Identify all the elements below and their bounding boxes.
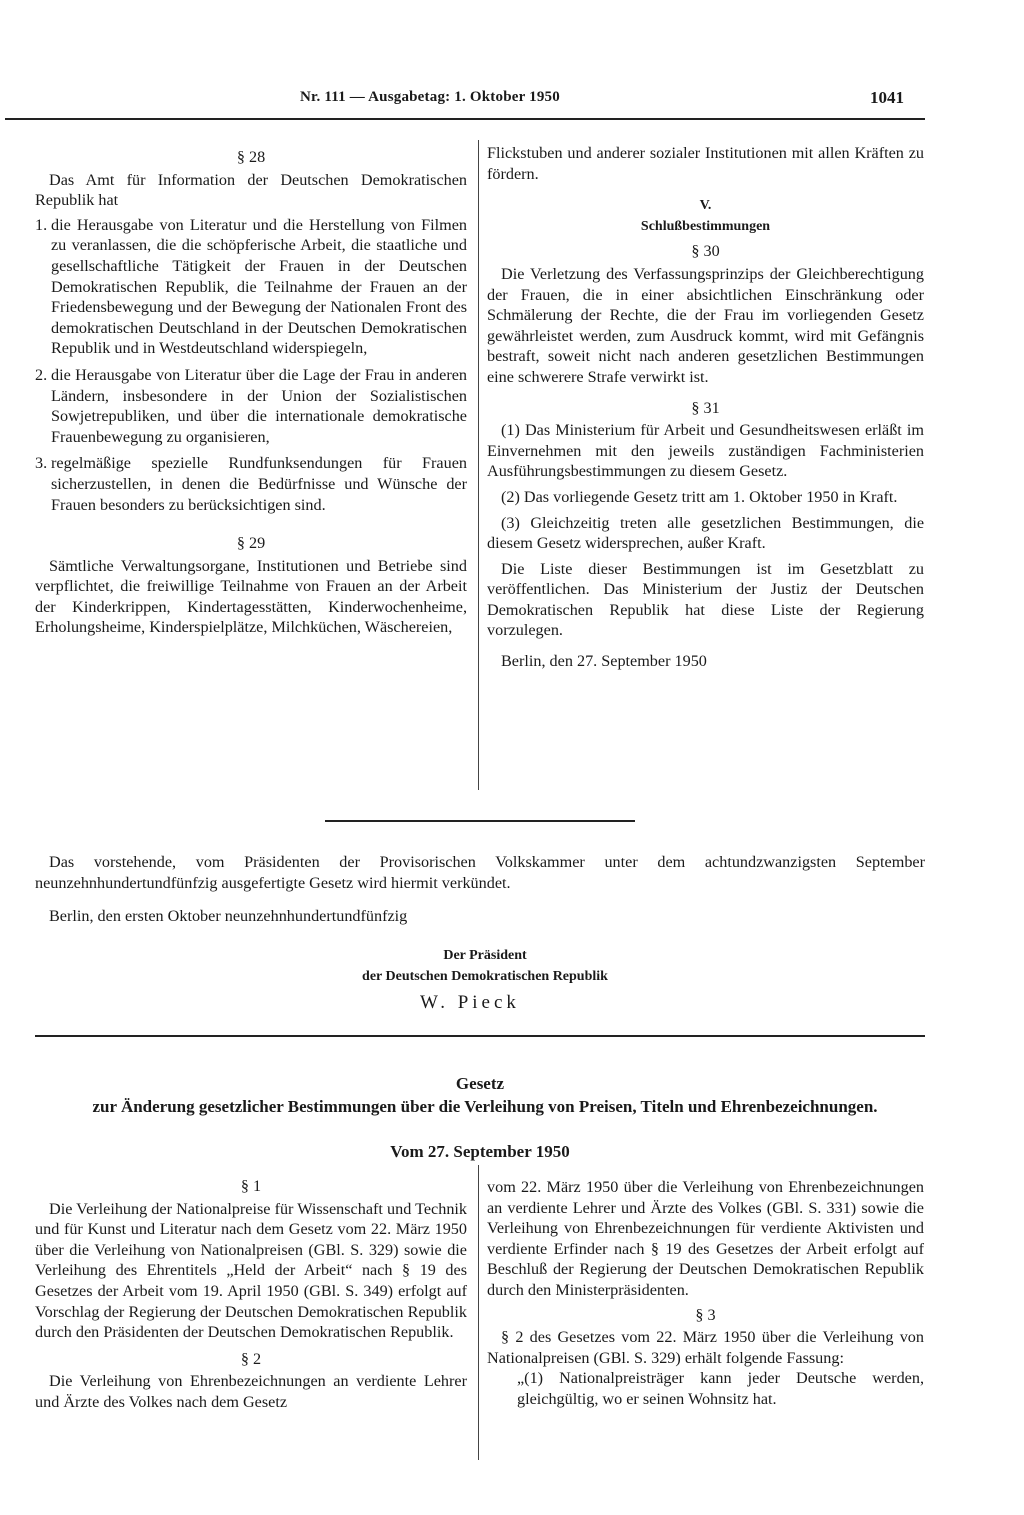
signature-name: W. Pieck xyxy=(420,992,520,1013)
law-subtitle: zur Änderung gesetzlicher Bestimmungen über die Verleihung von Preisen, Titeln und Ehrenbezeichnungen. xyxy=(92,1097,878,1116)
section-29-text: Sämtliche Verwaltungsorgane, Institutionen und Betriebe sind verpflichtet, die freiwillige Teilnahme von Frauen an der Arbeit der Kinderkrippen, Kindertagesstätten, Kinderwochenheime, Erholungsheime, Kinderspielplätze, Milchküchen, Wäschereien, xyxy=(35,556,467,637)
lower-right-column xyxy=(487,1177,924,1410)
section-3-text: § 2 des Gesetzes vom 22. März 1950 über die Verleihung von Nationalpreisen (GBl. S. 329) erhält folgende Fassung: xyxy=(487,1328,924,1367)
law-title: Gesetz xyxy=(455,1074,505,1093)
section-29-continuation: Flickstuben und anderer sozialer Institutionen mit allen Kräften zu fördern. xyxy=(487,144,924,183)
section-31-heading: § 31 xyxy=(691,398,720,417)
list-item-text: regelmäßige spezielle Rundfunksendungen für Frauen sicherzustellen, in denen die Bedürfnisse und Wünsche der Frauen besonders zu berücksichtigen sind. xyxy=(51,454,467,514)
promulgation-text: Das vorstehende, vom Präsidenten der Provisorischen Volkskammer unter dem achtundzwanzigsten September neunzehnhundertundfünfzig ausgefertigte Gesetz wird hiermit verkündet. xyxy=(35,853,925,892)
section-31-para-3: (3) Gleichzeitig treten alle gesetzlichen Bestimmungen, die diesem Gesetz widersprechen, außer Kraft. xyxy=(487,513,924,553)
left-column xyxy=(35,143,467,638)
page-number: 1041 xyxy=(870,88,904,107)
section-3-quote: „(1) Nationalpreisträger kann jeder Deutsche werden, gleichgültig, wo er seinen Wohnsitz hat. xyxy=(517,1369,924,1408)
column-divider xyxy=(478,140,479,790)
header-rule xyxy=(5,118,925,120)
section-31-para-4: Die Liste dieser Bestimmungen ist im Gesetzblatt zu veröffentlichen. Das Ministerium der Justiz der Deutschen Demokratischen Republik hat diese Liste der Regierung vorzulegen. xyxy=(487,559,924,640)
list-item xyxy=(35,453,467,515)
place-date: Berlin, den 27. September 1950 xyxy=(501,652,707,671)
signature-title-2: der Deutschen Demokratischen Republik xyxy=(362,969,608,984)
list-item xyxy=(35,365,467,447)
section-1-heading: § 1 xyxy=(240,1177,262,1195)
section-28-heading: § 28 xyxy=(236,148,266,166)
column-divider-lower xyxy=(478,1165,479,1460)
list-item-text: die Herausgabe von Literatur und die Herstellung von Filmen zu veranlassen, die die schöpferische Arbeit, die staatliche und gesellschaftliche Tätigkeit der Frauen in der Deutschen Demokratischen Republik, die Teilnahme der Frauen an der Friedensbewegung und der Bewegung der Nationalen Front des demokratischen Deutschland in der Deutschen Demokratischen Republik und in Westdeutschland widerspiegeln, xyxy=(51,215,467,358)
section-30-text: Die Verletzung des Verfassungsprinzips der Gleichberechtigung der Frauen, die in einer absichtlichen Einschränkung oder Schmälerung der Rechte, die der Frau im vorliegenden Gesetz gewährleistet werden, zum Ausdruck kommt, wird mit Gefängnis bestraft, soweit nicht nach anderen gesetzlichen Bestimmungen eine schwerere Strafe verwirkt ist. xyxy=(487,264,924,386)
section-2-continuation: vom 22. März 1950 über die Verleihung von Ehrenbezeichnungen an verdiente Lehrer und Ärzte des Volkes (GBl. S. 331) sowie die Verleihung von Ehrenbezeichnungen für verdiente Aktivisten und verdiente Erfinder nach § 19 des Gesetzes der Arbeit erfolgt auf Beschluß der Regierung der Deutschen Demokratischen Republik durch den Ministerpräsidenten. xyxy=(487,1178,924,1299)
section-30-heading: § 30 xyxy=(691,242,720,261)
issue-header: Nr. 111 — Ausgabetag: 1. Oktober 1950 xyxy=(300,89,560,105)
list-item-number: 3. xyxy=(35,454,48,473)
section-28-intro: Das Amt für Information der Deutschen Demokratischen Republik hat xyxy=(35,170,467,210)
part-title: Schlußbestimmungen xyxy=(640,218,771,234)
section-1-text: Die Verleihung der Nationalpreise für Wissenschaft und Technik und für Kunst und Literatur nach dem Gesetz vom 22. März 1950 über die Verleihung von Nationalpreisen (GBl. S. 329) sowie die Verleihung des Ehrentitels „Held der Arbeit“ nach § 19 des Gesetzes der Arbeit vom 19. April 1950 (GBl. S. 349) erfolgt auf Vorschlag der Regierung der Deutschen Demokratischen Republik durch den Präsidenten der Deutschen Demokratischen Republik. xyxy=(35,1199,467,1342)
section-31-para-2: (2) Das vorliegende Gesetz tritt am 1. Oktober 1950 in Kraft. xyxy=(501,487,898,506)
list-item-number: 1. xyxy=(35,215,48,234)
law-date: Vom 27. September 1950 xyxy=(390,1142,570,1161)
section-31-para-1: (1) Das Ministerium für Arbeit und Gesundheitswesen erläßt im Einvernehmen mit den jeweils zuständigen Fachministerien Ausführungsbestimmungen zu diesem Gesetz. xyxy=(487,421,924,481)
promulgation-place-date: Berlin, den ersten Oktober neunzehnhundertundfünfzig xyxy=(49,907,408,925)
section-2-heading: § 2 xyxy=(240,1349,262,1368)
list-item-number: 2. xyxy=(35,365,48,384)
list-item-text: die Herausgabe von Literatur über die Lage der Frau in anderen Ländern, insbesondere in der Union der Sozialistischen Sowjetrepubliken, und über die internationale demokratische Frauenbewegung zu organisieren, xyxy=(51,365,467,446)
part-number: V. xyxy=(699,198,712,214)
list-item xyxy=(35,215,467,359)
signature-title-1: Der Präsident xyxy=(443,948,527,963)
law-separator-rule xyxy=(35,1035,925,1037)
section-2-text: Die Verleihung von Ehrenbezeichnungen an verdiente Lehrer und Ärzte des Volkes nach dem Gesetz xyxy=(35,1372,467,1411)
section-3-heading: § 3 xyxy=(695,1305,716,1324)
lower-left-column xyxy=(35,1172,467,1413)
right-column xyxy=(487,143,924,672)
section-29-heading: § 29 xyxy=(236,534,266,553)
section-rule xyxy=(325,820,635,822)
